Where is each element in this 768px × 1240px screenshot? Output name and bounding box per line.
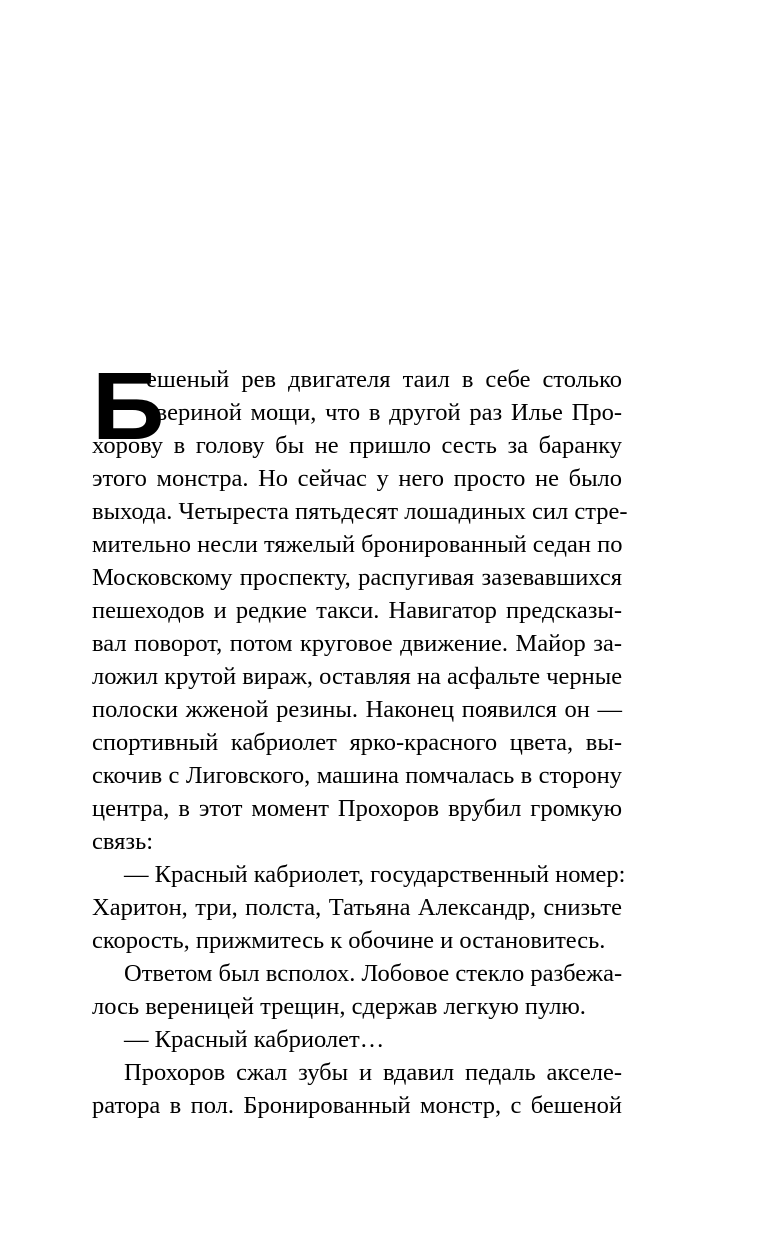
text-line: центра, в этот момент Прохоров врубил громкую xyxy=(92,795,622,822)
text-line: ешеный рев двигателя таил в себе столько xyxy=(146,366,622,393)
text-line: вал поворот, потом круговое движение. Майор за- xyxy=(92,630,622,657)
text-line: полоски жженой резины. Наконец появился он — xyxy=(92,696,622,723)
text-line: Московскому проспекту, распугивая зазевавшихся xyxy=(92,564,622,591)
text-line: звериной мощи, что в другой раз Илье Про- xyxy=(146,399,622,426)
text-line: — Красный кабриолет… xyxy=(124,1026,385,1053)
text-line: связь: xyxy=(92,828,154,855)
text-line: спортивный кабриолет ярко-красного цвета, вы- xyxy=(92,729,622,756)
paragraph xyxy=(92,957,622,1023)
text-line: лось вереницей трещин, сдержав легкую пулю. xyxy=(92,993,586,1020)
paragraph xyxy=(92,353,628,858)
text-line: этого монстра. Но сейчас у него просто не было xyxy=(92,465,622,492)
text-line: Прохоров сжал зубы и вдавил педаль акселе- xyxy=(124,1059,622,1086)
text-line: пешеходов и редкие такси. Навигатор предсказы- xyxy=(92,597,622,624)
paragraph xyxy=(92,858,626,957)
text-line: скорость, прижмитесь к обочине и остановитесь. xyxy=(92,927,606,954)
paragraph xyxy=(92,1023,622,1056)
paragraph xyxy=(92,1056,622,1122)
text-line: ложил крутой вираж, оставляя на асфальте черные xyxy=(92,663,623,690)
text-line: хорову в голову бы не пришло сесть за баранку xyxy=(92,432,622,459)
drop-cap-letter: Б xyxy=(92,353,165,460)
body-text xyxy=(92,353,628,1122)
text-line: скочив с Лиговского, машина помчалась в сторону xyxy=(92,762,622,789)
text-line: ратора в пол. Бронированный монстр, с бешеной xyxy=(92,1092,622,1119)
text-line: — Красный кабриолет, государственный номер: xyxy=(124,861,626,888)
text-line: мительно несли тяжелый бронированный седан по xyxy=(92,531,623,558)
text-line: выхода. Четыреста пятьдесят лошадиных сил стре- xyxy=(92,498,628,525)
text-line: Харитон, три, полста, Татьяна Александр, снизьте xyxy=(92,894,622,921)
text-line: Ответом был всполох. Лобовое стекло разбежа- xyxy=(124,960,623,987)
